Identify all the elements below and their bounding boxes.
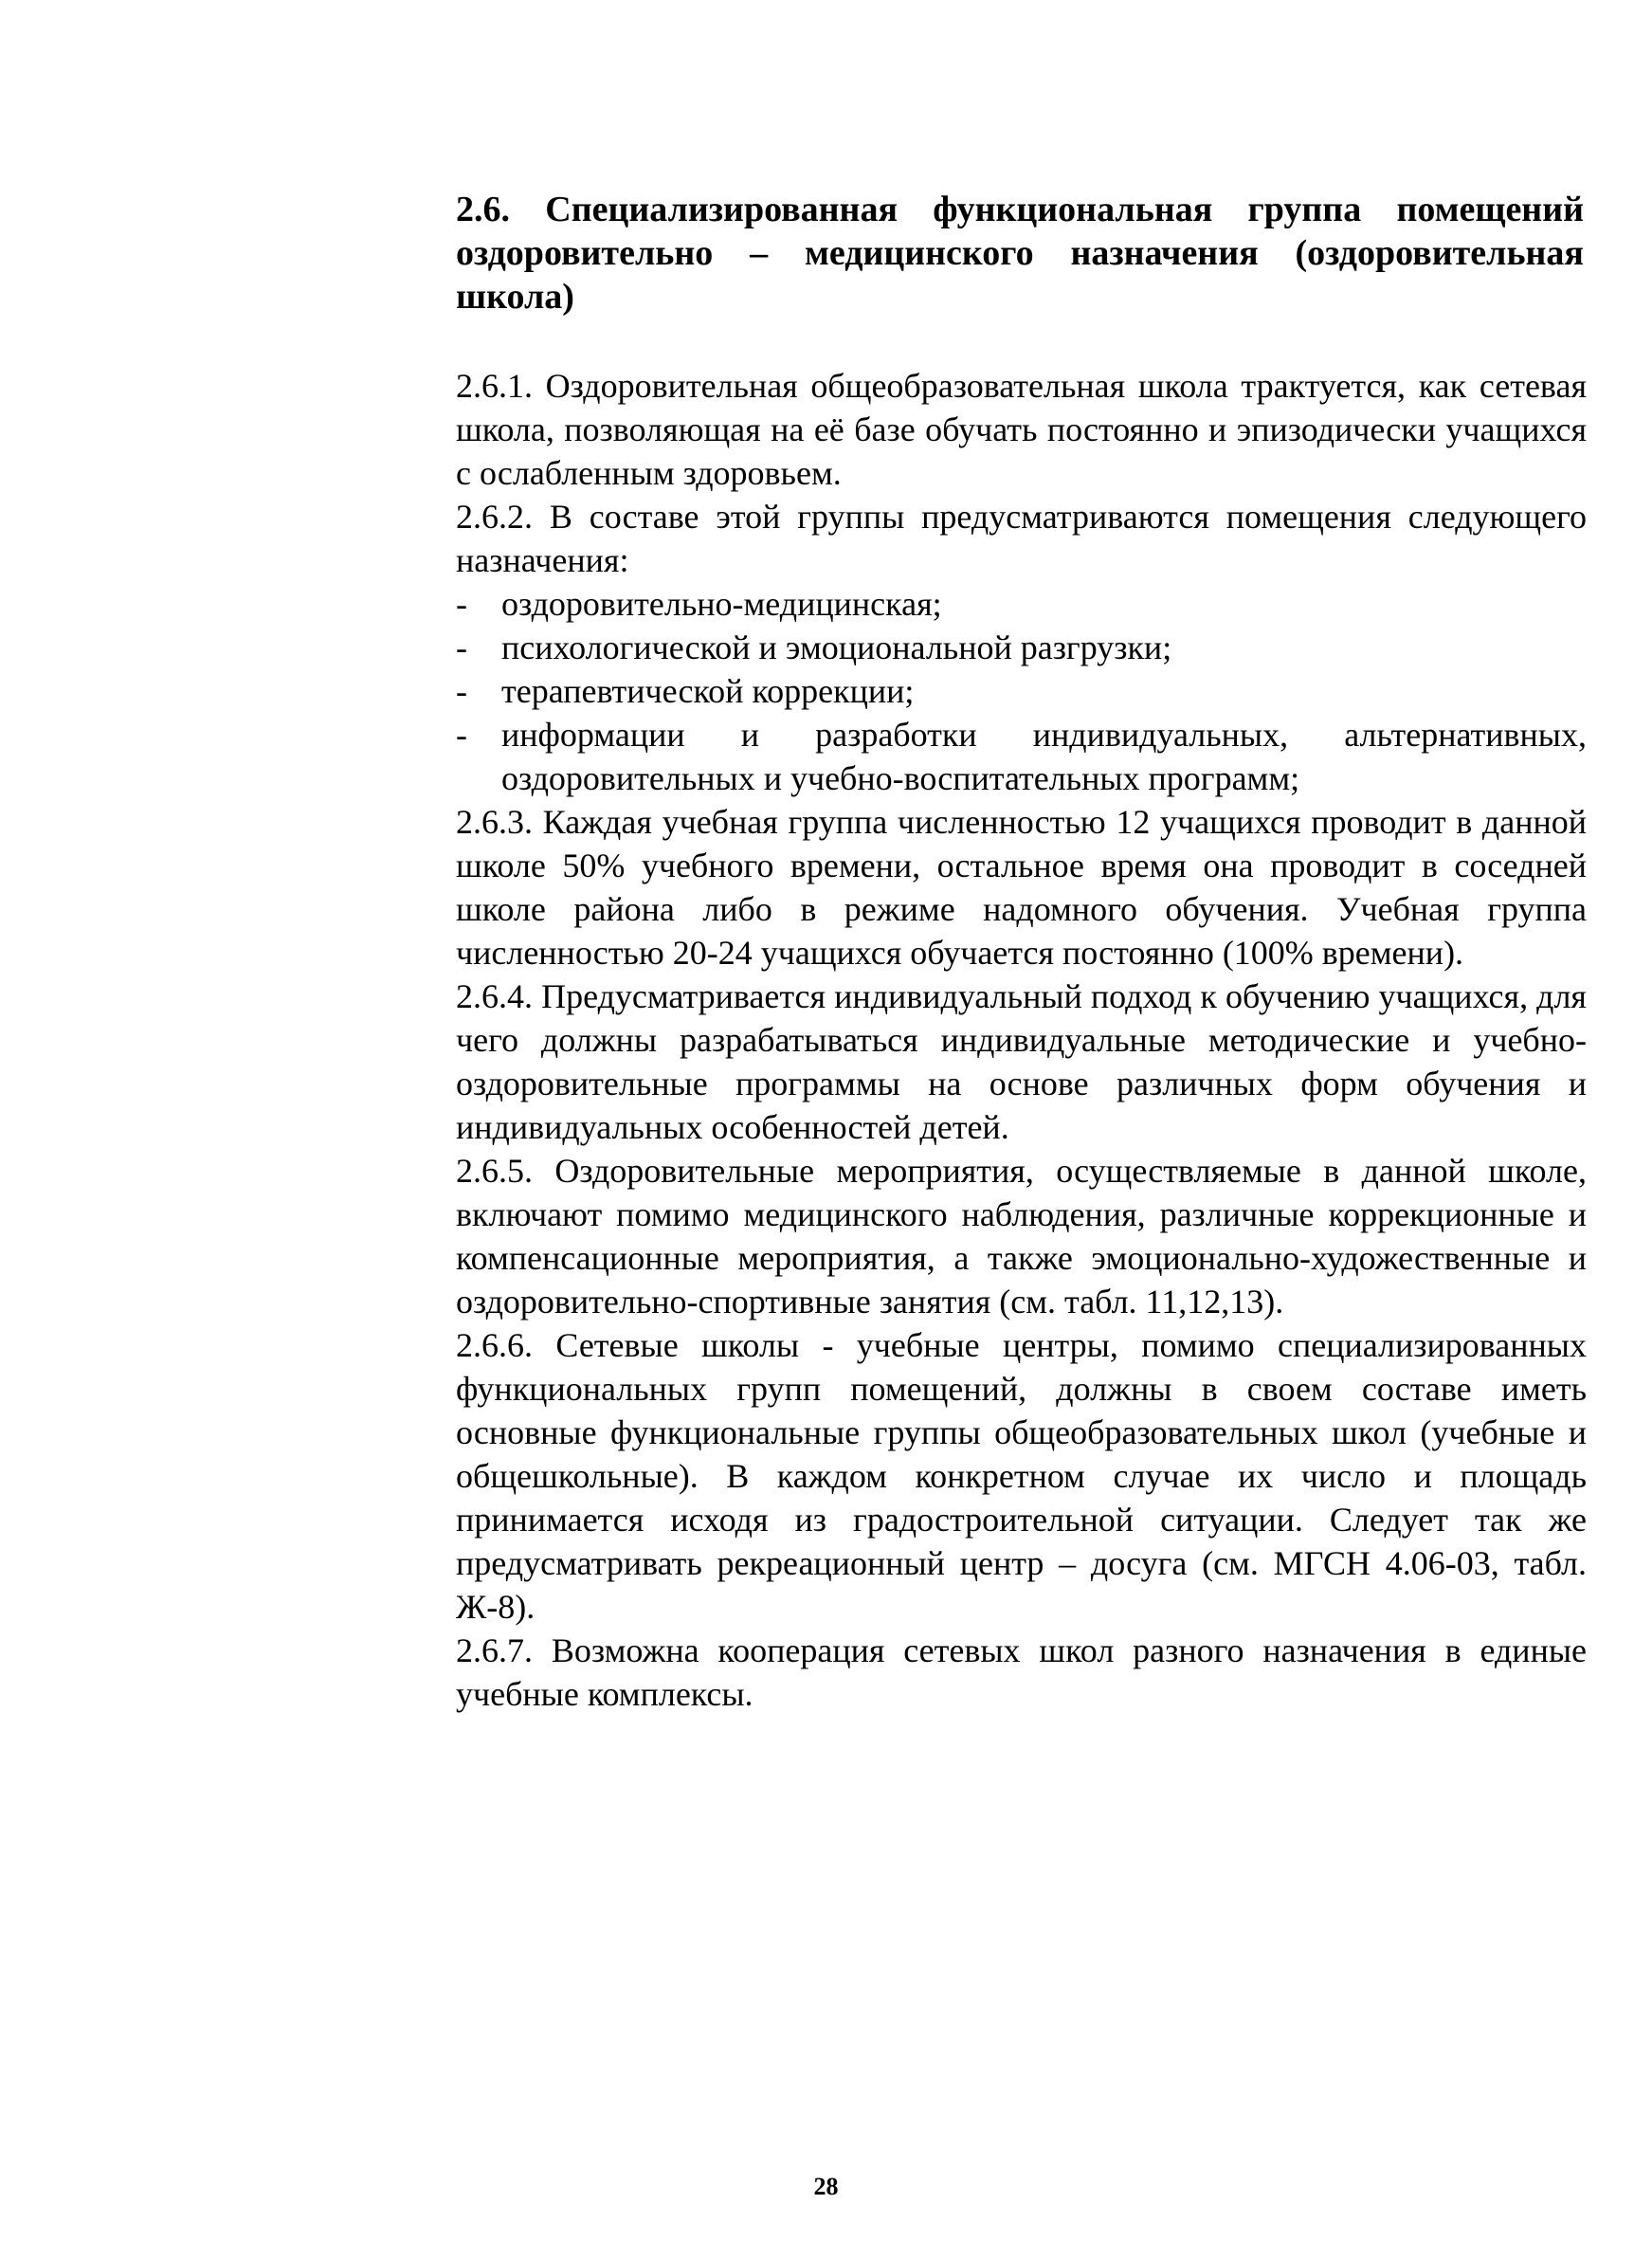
page-number: 28 <box>813 2173 839 2200</box>
list-dash: - <box>456 629 467 666</box>
list-item <box>456 713 1587 800</box>
list-item-text: оздоровительно-медицинская; <box>501 585 942 623</box>
paragraph-2-6-3: 2.6.3. Каждая учебная группа численностью 12 учащихся проводит в данной школе 50% учебного времени, остальное время она проводит в соседней школе района либо в режиме надомного обучения. Учебная группа численностью 20-24 учащихся обучается постоянно (100% времени). <box>456 803 1587 972</box>
paragraph-2-6-5: 2.6.5. Оздоровительные мероприятия, осуществляемые в данной школе, включают помимо медицинского наблюдения, различные коррекционные и компенсационные мероприятия, а также эмоционально-художественные и оздоровительно-спортивные занятия (см. табл. 11,12,13). <box>456 1152 1587 1321</box>
list-item <box>456 669 1587 713</box>
list-item <box>456 582 1587 626</box>
paragraph-2-6-1: 2.6.1. Оздоровительная общеобразовательная школа трактуется, как сетевая школа, позволяющая на её базе обучать постоянно и эпизодически учащихся с ослабленным здоровьем. <box>456 367 1587 492</box>
paragraph-2-6-4: 2.6.4. Предусматривается индивидуальный подход к обучению учащихся, для чего должны разрабатываться индивидуальные методические и учебно-оздоровительные программы на основе различных форм обучения и индивидуальных особенностей детей. <box>456 977 1587 1146</box>
list-item <box>456 626 1587 669</box>
section-body <box>456 364 1587 1716</box>
list-item-text: психологической и эмоциональной разгрузки; <box>501 629 1172 666</box>
paragraph-2-6-7: 2.6.7. Возможна кооперация сетевых школ разного назначения в единые учебные комплексы. <box>456 1631 1587 1713</box>
list-item-text: информации и разработки индивидуальных, альтернативных, оздоровительных и учебно-воспитательных программ; <box>501 716 1587 797</box>
list-dash: - <box>456 585 467 623</box>
list-dash: - <box>456 716 467 754</box>
paragraph-2-6-2: 2.6.2. В составе этой группы предусматриваются помещения следующего назначения: <box>456 498 1587 579</box>
paragraph-2-6-6: 2.6.6. Сетевые школы - учебные центры, помимо специализированных функциональных групп помещений, должны в своем составе иметь основные функциональные группы общеобразовательных школ (учебные и общешкольные). В каждом конкретном случае их число и площадь принимается исходя из градостроительной ситуации. Следует так же предусматривать рекреационный центр – досуга (см. МГСН 4.06-03, табл. Ж-8). <box>456 1326 1587 1626</box>
list-item-text: терапевтической коррекции; <box>501 672 915 710</box>
section-heading: 2.6. Специализированная функциональная группа помещений оздоровительно – медицинского назначения (оздоровительная школа) <box>456 190 1584 317</box>
list-dash: - <box>456 672 467 710</box>
premises-list <box>456 582 1587 800</box>
